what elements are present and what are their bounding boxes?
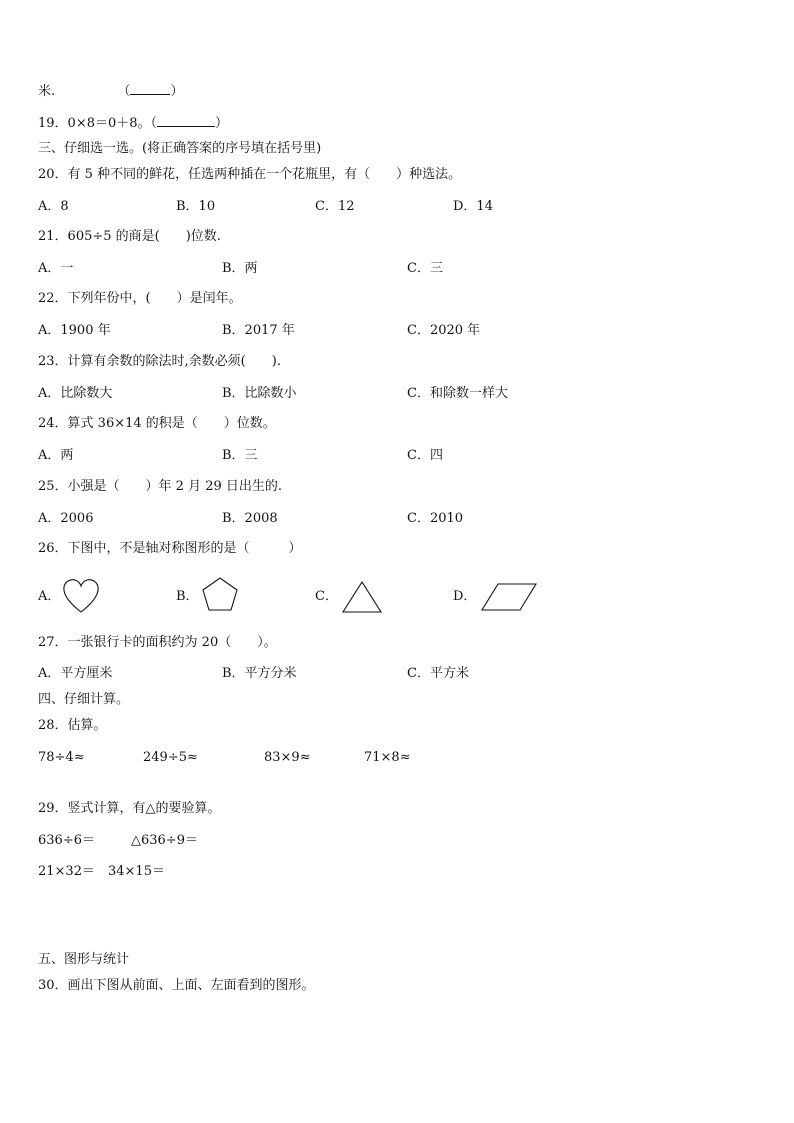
option-b[interactable]: B．10 (176, 199, 216, 214)
parallelogram-icon (480, 582, 538, 612)
question-27-stem: 27．一张银行卡的面积约为 20（ ）。 (38, 635, 277, 650)
calc-item: 21×32＝ (38, 864, 95, 879)
option-d[interactable]: D． (453, 589, 477, 604)
continuation-line: 米. （ ） (38, 84, 184, 99)
option-b[interactable]: B．2017 年 (222, 323, 295, 338)
estimate-item: 71×8≈ (364, 750, 411, 765)
option-c[interactable]: C．四 (407, 448, 443, 463)
option-b[interactable]: B． (176, 589, 199, 604)
option-b[interactable]: B．两 (222, 261, 258, 276)
option-d[interactable]: D．14 (453, 199, 493, 214)
triangle-icon (341, 580, 383, 614)
question-28-stem: 28．估算。 (38, 718, 107, 733)
question-23-stem: 23．计算有余数的除法时,余数必须( ). (38, 354, 281, 369)
question-24-stem: 24．算式 36×14 的积是（ ）位数。 (38, 416, 276, 431)
section-heading-4: 四、仔细计算。 (38, 692, 130, 707)
option-b[interactable]: B．平方分米 (222, 666, 297, 681)
option-a[interactable]: A．一 (38, 261, 74, 276)
estimate-item: 78÷4≈ (38, 750, 85, 765)
question-20-stem: 20．有 5 种不同的鲜花，任选两种插在一个花瓶里，有（ ）种选法。 (38, 167, 462, 182)
option-a[interactable]: A．1900 年 (38, 323, 111, 338)
question-19: 19．0×8＝0＋8。（ ） (38, 116, 229, 131)
calc-item: 34×15＝ (108, 864, 165, 879)
question-22-stem: 22．下列年份中，( ）是闰年。 (38, 291, 242, 306)
option-a[interactable]: A． (38, 589, 61, 604)
calc-item: 636÷6＝ (38, 833, 95, 848)
continuation-text: 米. (38, 84, 56, 99)
option-a[interactable]: A．两 (38, 448, 74, 463)
option-c[interactable]: C．12 (315, 199, 355, 214)
option-a[interactable]: A．8 (38, 199, 69, 214)
option-b[interactable]: B．三 (222, 448, 258, 463)
option-a[interactable]: A．2006 (38, 511, 94, 526)
question-21-stem: 21．605÷5 的商是( )位数. (38, 229, 221, 244)
answer-blank[interactable] (157, 114, 215, 127)
option-c[interactable]: C．2010 (407, 511, 464, 526)
option-c[interactable]: C．平方米 (407, 666, 469, 681)
question-26-stem: 26．下图中，不是轴对称图形的是（ ） (38, 541, 302, 556)
section-heading-3: 三、仔细选一选。(将正确答案的序号填在括号里) (38, 141, 322, 156)
option-c[interactable]: C．和除数一样大 (407, 386, 508, 401)
heart-icon (62, 578, 100, 614)
calc-item: △636÷9＝ (131, 833, 198, 848)
answer-blank[interactable] (130, 82, 170, 95)
option-c[interactable]: C．2020 年 (407, 323, 481, 338)
option-b[interactable]: B．比除数小 (222, 386, 297, 401)
option-c[interactable]: C． (315, 589, 338, 604)
question-25-stem: 25．小强是（ ）年 2 月 29 日出生的. (38, 479, 283, 494)
question-29-stem: 29．竖式计算，有△的要验算。 (38, 801, 221, 816)
option-b[interactable]: B．2008 (222, 511, 278, 526)
option-a[interactable]: A．平方厘米 (38, 666, 113, 681)
section-heading-5: 五、图形与统计 (38, 952, 130, 967)
question-30-stem: 30．画出下图从前面、上面、左面看到的图形。 (38, 978, 315, 993)
pentagon-icon (201, 576, 239, 612)
estimate-item: 83×9≈ (264, 750, 311, 765)
option-a[interactable]: A．比除数大 (38, 386, 113, 401)
option-c[interactable]: C．三 (407, 261, 443, 276)
estimate-item: 249÷5≈ (143, 750, 198, 765)
